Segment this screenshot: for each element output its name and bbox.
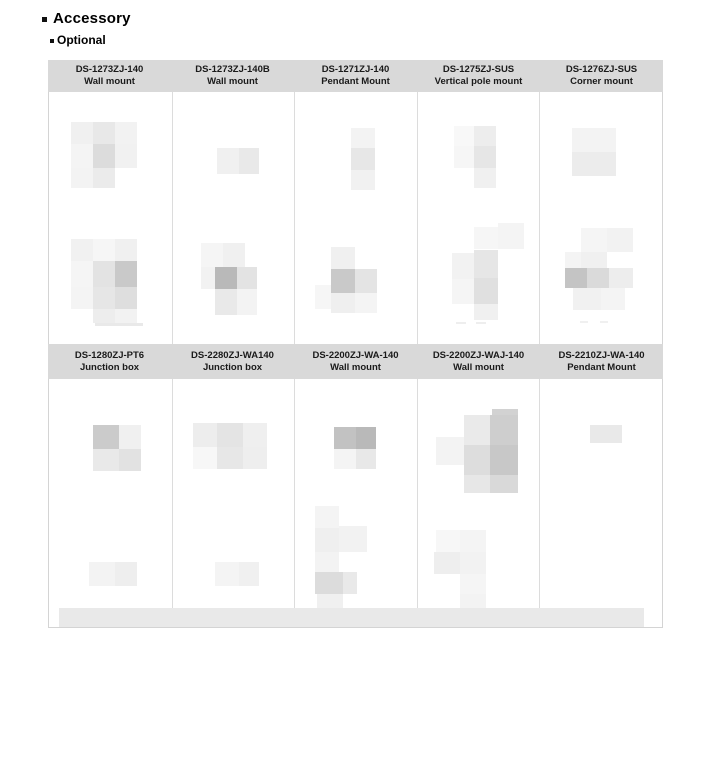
accessory-model-label: DS-2200ZJ-WA-140 — [312, 350, 399, 361]
accessory-header-row — [48, 60, 663, 92]
accessory-model-label: DS-2210ZJ-WA-140 — [558, 350, 645, 361]
accessory-model-label: DS-1271ZJ-140 — [321, 64, 390, 75]
accessory-type-label: Vertical pole mount — [434, 76, 523, 87]
accessory-header-cell — [540, 344, 663, 379]
accessory-image-row — [49, 92, 662, 217]
accessory-type-label: Junction box — [202, 362, 263, 373]
product-image-cell — [294, 217, 417, 344]
optional-heading-row — [50, 33, 131, 47]
blurred-product-image — [49, 379, 172, 496]
blurred-product-image — [540, 217, 662, 344]
product-image-cell — [49, 379, 172, 496]
accessory-type-label: Pendant Mount — [321, 76, 390, 87]
blurred-product-image — [418, 92, 540, 217]
accessory-header-cell — [417, 344, 540, 379]
accessory-model-label: DS-2280ZJ-WA140 — [191, 350, 274, 361]
blurred-product-image — [173, 92, 295, 217]
accessory-model-label: DS-2200ZJ-WAJ-140 — [432, 350, 525, 361]
accessory-header-cell — [417, 60, 540, 92]
product-image-cell — [172, 92, 295, 217]
product-image-cell — [539, 379, 662, 496]
accessory-type-label: Pendant Mount — [567, 362, 636, 373]
product-image-cell — [294, 92, 417, 217]
accessory-type-label: Wall mount — [84, 76, 135, 87]
accessory-image-row — [49, 217, 662, 344]
accessory-header-cell — [171, 344, 294, 379]
table-footer-bar — [59, 608, 644, 627]
blurred-product-image — [418, 217, 540, 344]
accessory-header-cell — [48, 60, 171, 92]
accessory-model-label: DS-1273ZJ-140B — [195, 64, 270, 75]
product-image-cell — [539, 92, 662, 217]
accessory-heading-row — [42, 10, 131, 27]
blurred-product-image — [295, 379, 417, 496]
section-headings — [42, 10, 131, 47]
accessory-header-row — [48, 344, 663, 379]
accessory-heading: Accessory — [53, 10, 131, 27]
accessory-type-label: Junction box — [79, 362, 140, 373]
blurred-product-image — [295, 92, 417, 217]
accessory-model-label: DS-1276ZJ-SUS — [565, 64, 638, 75]
product-image-cell — [417, 379, 540, 496]
square-bullet-icon — [50, 39, 54, 43]
accessory-header-cell — [171, 60, 294, 92]
accessory-model-label: DS-1273ZJ-140 — [75, 64, 144, 75]
blurred-product-image — [49, 217, 172, 344]
accessory-model-label: DS-1280ZJ-PT6 — [74, 350, 145, 361]
product-image-cell — [172, 379, 295, 496]
blurred-product-image — [540, 92, 662, 217]
blurred-product-image — [173, 217, 295, 344]
product-image-cell — [172, 217, 295, 344]
accessory-header-cell — [48, 344, 171, 379]
accessory-model-label: DS-1275ZJ-SUS — [442, 64, 515, 75]
accessory-type-label: Wall mount — [207, 76, 258, 87]
product-image-cell — [539, 217, 662, 344]
accessory-header-cell — [294, 344, 417, 379]
product-image-cell — [417, 217, 540, 344]
accessory-image-row — [49, 379, 662, 496]
accessory-header-cell — [540, 60, 663, 92]
blurred-product-image — [418, 379, 540, 496]
optional-heading: Optional — [57, 33, 106, 47]
product-image-cell — [417, 92, 540, 217]
accessory-header-cell — [294, 60, 417, 92]
product-image-cell — [49, 217, 172, 344]
accessory-type-label: Wall mount — [453, 362, 504, 373]
blurred-product-image — [173, 379, 295, 496]
accessory-type-label: Corner mount — [570, 76, 633, 87]
blurred-product-image — [49, 92, 172, 217]
square-bullet-icon — [42, 17, 47, 22]
product-image-cell — [294, 379, 417, 496]
blurred-product-image — [295, 217, 417, 344]
accessory-table — [48, 60, 663, 628]
product-image-cell — [49, 92, 172, 217]
blurred-product-image — [540, 379, 662, 496]
accessory-type-label: Wall mount — [330, 362, 381, 373]
